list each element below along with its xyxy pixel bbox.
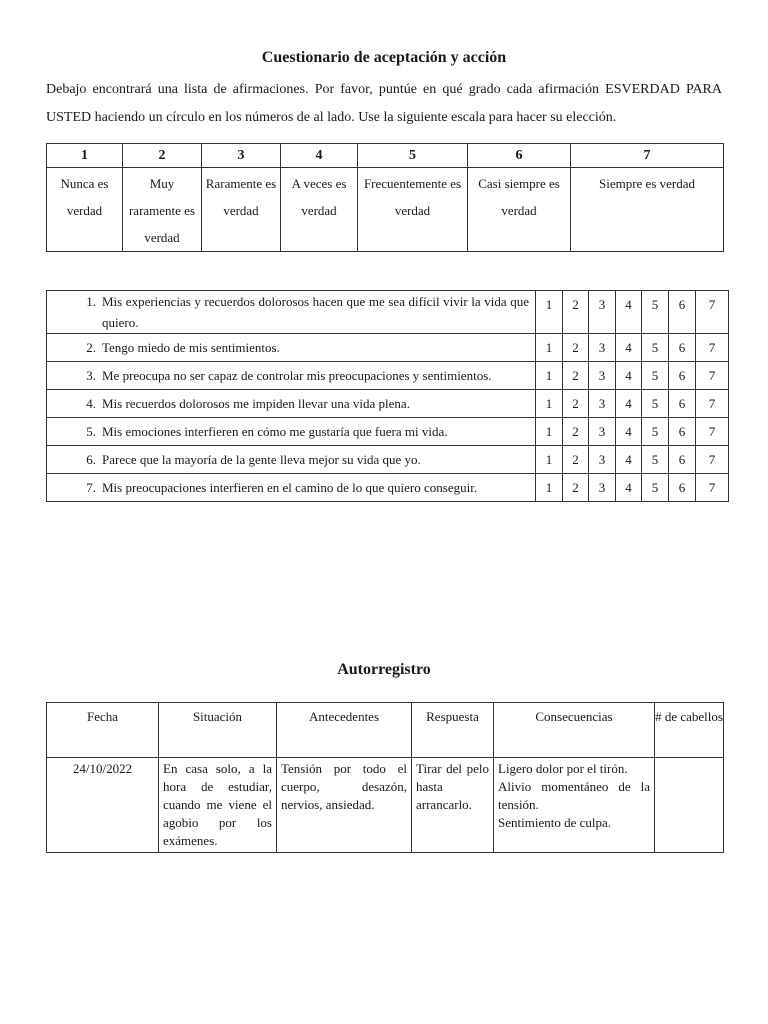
rating-option[interactable]: 1 [536, 418, 563, 446]
rating-option[interactable]: 1 [536, 446, 563, 474]
scale-label: Nunca es verdad [47, 168, 123, 252]
rating-option[interactable]: 1 [536, 334, 563, 362]
rating-option[interactable]: 6 [669, 291, 696, 334]
rating-option[interactable]: 7 [696, 390, 729, 418]
rating-option[interactable]: 6 [669, 334, 696, 362]
rating-option[interactable]: 6 [669, 362, 696, 390]
scale-label: Casi siempre es verdad [468, 168, 571, 252]
questionnaire-row [47, 446, 729, 474]
statement-cell [47, 390, 536, 418]
consecuencia-line: Ligero dolor por el tirón. [498, 761, 628, 776]
rating-scale-table [46, 143, 724, 252]
consecuencia-line: Sentimiento de culpa. [498, 815, 612, 830]
scale-number: 3 [202, 144, 281, 168]
rating-option[interactable]: 2 [563, 390, 589, 418]
questionnaire-row [47, 362, 729, 390]
scale-number: 4 [281, 144, 358, 168]
rating-option[interactable]: 5 [642, 446, 669, 474]
statement-number: 7. [86, 480, 96, 495]
self-record-row [47, 758, 724, 853]
rating-option[interactable]: 5 [642, 291, 669, 334]
scale-label: A veces es verdad [281, 168, 358, 252]
self-record-table [46, 702, 724, 853]
rating-option[interactable]: 1 [536, 390, 563, 418]
statement-number: 6. [86, 452, 96, 467]
statement-text: Tengo miedo de mis sentimientos. [102, 340, 280, 355]
rating-option[interactable]: 4 [616, 334, 642, 362]
rating-option[interactable]: 5 [642, 334, 669, 362]
scale-label: Raramente es verdad [202, 168, 281, 252]
rating-option[interactable]: 1 [536, 474, 563, 502]
questionnaire-row [47, 291, 729, 334]
rating-option[interactable]: 7 [696, 362, 729, 390]
rating-option[interactable]: 5 [642, 418, 669, 446]
rating-option[interactable]: 4 [616, 446, 642, 474]
column-header-cabellos: # de cabellos [655, 703, 724, 758]
rating-option[interactable]: 3 [589, 446, 616, 474]
rating-option[interactable]: 6 [669, 390, 696, 418]
rating-option[interactable]: 4 [616, 390, 642, 418]
scale-number: 5 [358, 144, 468, 168]
questionnaire-row [47, 390, 729, 418]
rating-option[interactable]: 6 [669, 418, 696, 446]
self-record-header-row [47, 703, 724, 758]
rating-option[interactable]: 2 [563, 446, 589, 474]
rating-option[interactable]: 1 [536, 362, 563, 390]
intro-paragraph: Debajo encontrará una lista de afirmaciones. Por favor, puntúe en qué grado cada afirmación ESVERDAD PARA USTED haciendo un círculo en los números de al lado. Use la siguiente escala para hacer su elección. [46, 82, 722, 125]
rating-option[interactable]: 5 [642, 474, 669, 502]
situacion-cell: En casa solo, a la hora de estudiar, cuando me viene el agobio por los exámenes. [159, 758, 277, 853]
antecedentes-cell: Tensión por todo el cuerpo, desazón, nervios, ansiedad. [277, 758, 412, 853]
section-title: Autorregistro [337, 661, 431, 678]
column-header-fecha: Fecha [47, 703, 159, 758]
rating-option[interactable]: 2 [563, 362, 589, 390]
column-header-respuesta: Respuesta [412, 703, 494, 758]
page-title: Cuestionario de aceptación y acción [261, 49, 507, 66]
rating-option[interactable]: 4 [616, 362, 642, 390]
statement-text: Me preocupa no ser capaz de controlar mis preocupaciones y sentimientos. [102, 368, 492, 383]
statement-number: 2. [86, 340, 96, 355]
rating-option[interactable]: 7 [696, 334, 729, 362]
rating-option[interactable]: 2 [563, 474, 589, 502]
scale-label: Siempre es verdad [571, 168, 724, 252]
statement-number: 3. [86, 368, 96, 383]
respuesta-cell: Tirar del pelo hasta arrancarlo. [412, 758, 494, 853]
statement-number: 1. [86, 294, 96, 309]
cabellos-cell [655, 758, 724, 853]
statement-text: Parece que la mayoría de la gente lleva mejor su vida que yo. [102, 452, 421, 467]
rating-option[interactable]: 3 [589, 418, 616, 446]
statement-number: 4. [86, 396, 96, 411]
questionnaire-row [47, 334, 729, 362]
rating-option[interactable]: 7 [696, 291, 729, 334]
rating-option[interactable]: 7 [696, 446, 729, 474]
questionnaire-items-table [46, 290, 729, 502]
column-header-situacion: Situación [159, 703, 277, 758]
scale-number: 1 [47, 144, 123, 168]
fecha-cell: 24/10/2022 [47, 758, 159, 853]
rating-option[interactable]: 6 [669, 474, 696, 502]
rating-option[interactable]: 3 [589, 390, 616, 418]
column-header-antecedentes: Antecedentes [277, 703, 412, 758]
statement-cell [47, 362, 536, 390]
rating-option[interactable]: 3 [589, 362, 616, 390]
rating-option[interactable]: 6 [669, 446, 696, 474]
rating-option[interactable]: 2 [563, 418, 589, 446]
rating-option[interactable]: 2 [563, 291, 589, 334]
rating-option[interactable]: 4 [616, 291, 642, 334]
rating-option[interactable]: 7 [696, 418, 729, 446]
rating-option[interactable]: 1 [536, 291, 563, 334]
questionnaire-row [47, 474, 729, 502]
statement-cell [47, 446, 536, 474]
scale-number: 7 [571, 144, 724, 168]
statement-text: Mis experiencias y recuerdos dolorosos hacen que me sea difícil vivir la vida que quiero. [102, 294, 529, 330]
scale-number: 2 [123, 144, 202, 168]
scale-number-row [47, 144, 724, 168]
scale-label-row [47, 168, 724, 252]
rating-option[interactable]: 4 [616, 418, 642, 446]
rating-option[interactable]: 3 [589, 334, 616, 362]
column-header-consecuencias: Consecuencias [494, 703, 655, 758]
statement-cell [47, 418, 536, 446]
rating-option[interactable]: 4 [616, 474, 642, 502]
statement-cell [47, 291, 536, 334]
rating-option[interactable]: 3 [589, 291, 616, 334]
statement-text: Mis emociones interfieren en cómo me gustaría que fuera mi vida. [102, 424, 448, 439]
rating-option[interactable]: 5 [642, 362, 669, 390]
rating-option[interactable]: 3 [589, 474, 616, 502]
statement-text: Mis recuerdos dolorosos me impiden llevar una vida plena. [102, 396, 410, 411]
rating-option[interactable]: 5 [642, 390, 669, 418]
questionnaire-row [47, 418, 729, 446]
rating-option[interactable]: 2 [563, 334, 589, 362]
scale-label: Muy raramente es verdad [123, 168, 202, 252]
statement-cell [47, 474, 536, 502]
consecuencia-line: Alivio momentáneo de la tensión. [498, 779, 650, 812]
scale-number: 6 [468, 144, 571, 168]
statement-text: Mis preocupaciones interfieren en el camino de lo que quiero conseguir. [102, 480, 478, 495]
statement-cell [47, 334, 536, 362]
scale-label: Frecuentemente es verdad [358, 168, 468, 252]
statement-number: 5. [86, 424, 96, 439]
consecuencias-cell [494, 758, 655, 853]
rating-option[interactable]: 7 [696, 474, 729, 502]
